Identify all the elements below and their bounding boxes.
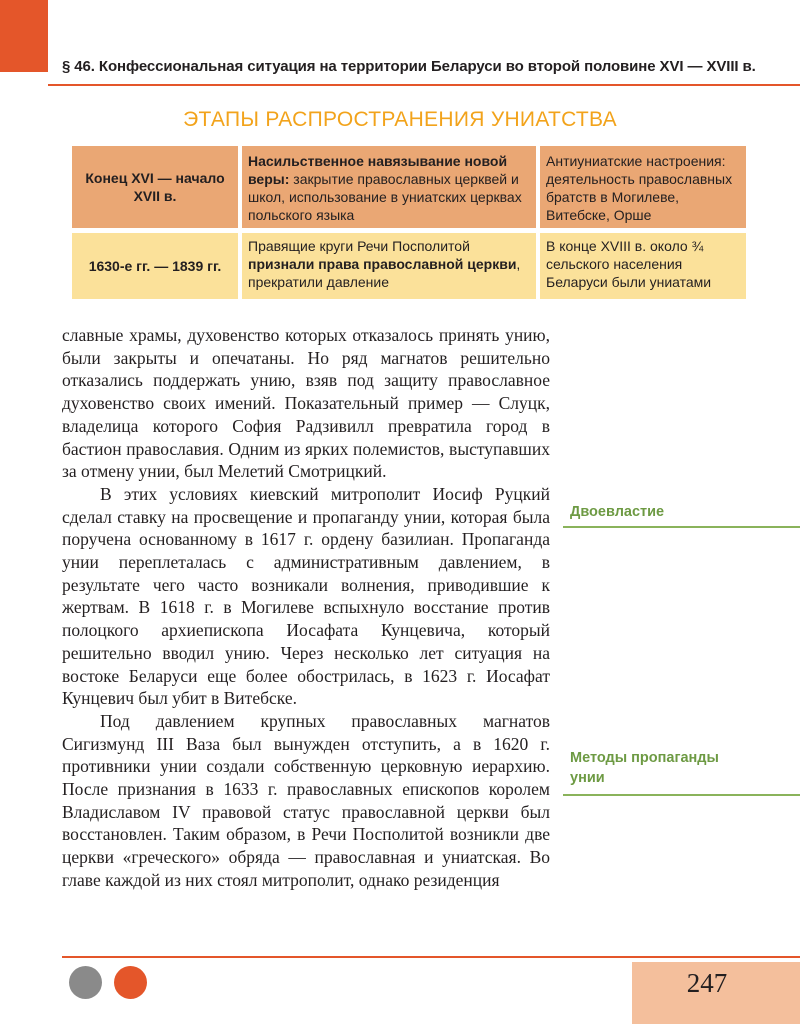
measures-cell (242, 233, 536, 299)
measures-before: Правящие круги Речи Посполитой (248, 238, 470, 254)
margin-note-divider (563, 526, 800, 528)
paragraph: славные храмы, духовенство которых отказалось принять унию, были закрыты и опечатаны. Но ряд магнатов решительно отказались поддержать унию, взяв под защиту православное духовенство своих имений. Показательный пример — Слуцк, владелица которого София Радзивилл превратила город в бастион православия. Одним из ярких полемистов, выступавших за отмену унии, был Мелетий Смотрицкий. (62, 325, 550, 482)
running-title: § 46. Конфессиональная ситуация на территории Беларуси во второй половине XVI — XVIII в. (62, 58, 756, 75)
body-text (62, 324, 550, 892)
paragraph: Под давлением крупных православных магнатов Сигизмунд III Ваза был вынужден отступить, а в 1620 г. противники унии создали собственную церковную иерархию. После признания в 1633 г. православных епископов королем Владиславом IV правовой статус православной церкви был восстановлен. Таким образом, в Речи Посполитой возникли две церкви «греческого» обряда — православная и униатская. Во главе каждой из них стоял митрополит, однако резиденция (62, 710, 550, 890)
result-cell (540, 233, 746, 299)
margin-note-propaganda: Методы пропаганды унии (570, 750, 719, 786)
period-cell (72, 146, 238, 228)
period-text: Конец XVI — начало XVII в. (85, 170, 225, 204)
margin-note-dual-power: Двоевластие (570, 504, 665, 520)
measures-cell (242, 146, 536, 228)
result-cell (540, 146, 746, 228)
result-text: В конце XVIII в. около ¾ сельского населения Беларуси были униатами (546, 238, 712, 290)
result-text: Антиуниатские настроения: деятельность православных братств в Могилеве, Витебске, Орше (546, 153, 733, 223)
measures-bold: Насильственное навязывание новой веры: (248, 153, 508, 187)
measures-text: закрытие православных церквей и школ, использование в униатских церквах польского языка (248, 171, 522, 223)
measures-after: , прекратили давление (248, 256, 521, 290)
stages-table (72, 146, 746, 304)
stages-table-title: ЭТАПЫ РАСПРОСТРАНЕНИЯ УНИАТСТВА (183, 108, 617, 131)
period-cell (72, 233, 238, 299)
header-divider (48, 84, 800, 86)
margin-note-divider (563, 794, 800, 796)
footer-divider (62, 956, 800, 958)
period-text: 1630-е гг. — 1839 гг. (88, 258, 222, 274)
orange-circle-decoration (114, 966, 147, 999)
grey-circle-decoration (69, 966, 102, 999)
paragraph: В этих условиях киевский митрополит Иосиф Руцкий сделал ставку на просвещение и пропаганду унии, которая была поручена основанному в 1617 г. ордену базилиан. Пропаганда унии переплеталась с административным давлением, в результате чего часто возникали волнения, приводившие к жертвам. В 1618 г. в Могилеве вспыхнуло восстание против полоцкого архиепископа Иосафата Кунцевича, который решительно вводил унию. Через несколько лет ситуация на востоке Беларуси еще более обострилась, в 1623 г. Иосафат Кунцевич был убит в Витебске. (62, 483, 550, 709)
chapter-corner-tab (0, 0, 48, 72)
page-number: 247 (686, 968, 728, 998)
measures-bold: признали права православной церкви (248, 256, 517, 272)
table-row (72, 146, 746, 228)
table-row (72, 233, 746, 299)
